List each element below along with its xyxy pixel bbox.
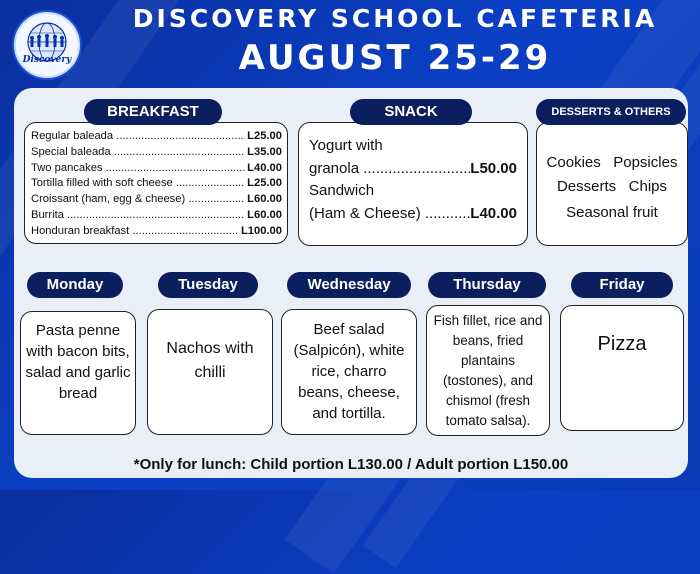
menu-item: (Ham & Cheese) ..... L40.00 bbox=[309, 203, 517, 226]
menu-item: granola ..... L50.00 bbox=[309, 158, 517, 181]
snack-heading: SNACK bbox=[350, 99, 472, 125]
desserts-line: Desserts Chips bbox=[556, 178, 668, 195]
menu-item: Burrita ..... L60.00 bbox=[31, 208, 282, 224]
school-logo bbox=[14, 12, 80, 78]
menu-item: Two pancakes ..... L40.00 bbox=[31, 161, 282, 177]
day-menu: Nachos with chilli bbox=[166, 340, 254, 381]
day-label-monday: Monday bbox=[27, 272, 123, 298]
day-menu: Pasta penne with bacon bits, salad and garlic bread bbox=[25, 322, 131, 402]
day-box-monday bbox=[20, 311, 136, 435]
week-dates: AUGUST 25-29 bbox=[238, 38, 552, 78]
page-title: DISCOVERY SCHOOL CAFETERIA bbox=[132, 4, 658, 33]
day-box-tuesday bbox=[147, 309, 273, 435]
menu-item: Honduran breakfast ..... L100.00 bbox=[31, 224, 282, 240]
snack-line: Sandwich bbox=[309, 182, 375, 199]
day-menu: Pizza bbox=[597, 333, 647, 355]
logo-wordmark: Discovery bbox=[22, 55, 72, 65]
day-menu: Fish fillet, rice and beans, fried plantains (tostones), and chismol (fresh tomato salsa). bbox=[433, 313, 543, 428]
breakfast-heading: BREAKFAST bbox=[84, 99, 222, 125]
menu-item: Regular baleada ..... L25.00 bbox=[31, 129, 282, 145]
snack-box bbox=[298, 122, 528, 246]
desserts-box bbox=[536, 122, 688, 246]
menu-item: Croissant (ham, egg & cheese) ..... L60.00 bbox=[31, 192, 282, 208]
snack-line: Yogurt with bbox=[309, 137, 383, 154]
menu-item: Special baleada ..... L35.00 bbox=[31, 145, 282, 161]
breakfast-box bbox=[24, 122, 288, 244]
desserts-line: Cookies Popsicles bbox=[546, 154, 678, 171]
globe-icon bbox=[16, 14, 78, 76]
day-label-tuesday: Tuesday bbox=[158, 272, 258, 298]
day-box-friday bbox=[560, 305, 684, 431]
desserts-line: Seasonal fruit bbox=[566, 204, 658, 221]
lunch-price-note: *Only for lunch: Child portion L130.00 / Adult portion L150.00 bbox=[133, 456, 569, 473]
day-box-wednesday bbox=[281, 309, 417, 435]
menu-item: Tortilla filled with soft cheese ..... L25.00 bbox=[31, 176, 282, 192]
day-label-thursday: Thursday bbox=[428, 272, 546, 298]
day-label-wednesday: Wednesday bbox=[287, 272, 411, 298]
day-label-friday: Friday bbox=[571, 272, 673, 298]
desserts-heading: DESSERTS & OTHERS bbox=[536, 99, 686, 125]
day-menu: Beef salad (Salpicón), white rice, charro beans, cheese, and tortilla. bbox=[293, 321, 405, 422]
day-box-thursday bbox=[426, 305, 550, 436]
